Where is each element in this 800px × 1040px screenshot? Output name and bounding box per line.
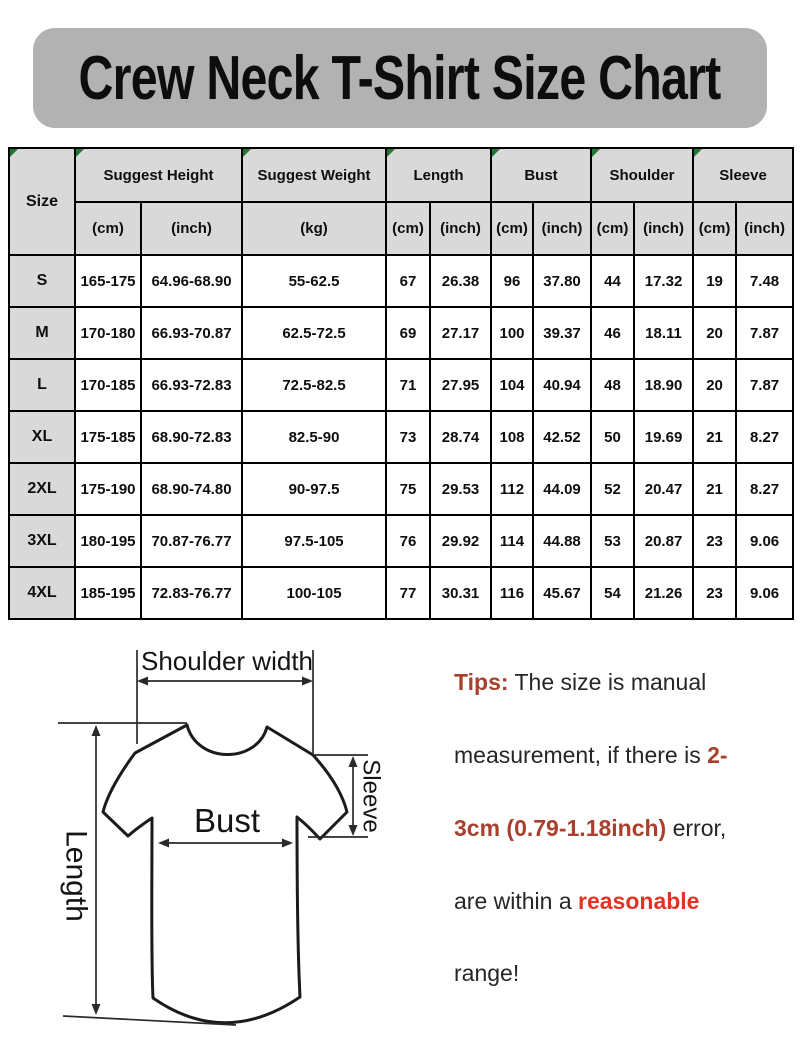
length-inch-cell: 27.95: [430, 359, 491, 411]
sleeve-cm-cell: 21: [693, 463, 736, 515]
tips-text: range!: [454, 960, 520, 986]
sleeve-inch-cell: 9.06: [736, 515, 793, 567]
tips-text: error,: [666, 815, 727, 841]
height-cm-cell: 180-195: [75, 515, 141, 567]
unit-header-sleeve-inch: (inch): [736, 202, 793, 255]
height-cm-cell: 175-185: [75, 411, 141, 463]
size-cell: 2XL: [9, 463, 75, 515]
size-cell: M: [9, 307, 75, 359]
shoulder-inch-cell: 18.11: [634, 307, 693, 359]
column-header-shoulder: [591, 148, 693, 202]
table-row: [9, 255, 793, 307]
sleeve-inch-cell: 9.06: [736, 567, 793, 619]
size-cell: L: [9, 359, 75, 411]
sleeve-inch-cell: 8.27: [736, 411, 793, 463]
length-cm-cell: 67: [386, 255, 430, 307]
tips-line: [454, 669, 706, 696]
bust-label: Bust: [193, 802, 261, 839]
shoulder-cm-cell: 46: [591, 307, 634, 359]
tips-text: are within a: [454, 888, 579, 914]
unit-header-length-cm: (cm): [386, 202, 430, 255]
length-inch-cell: 29.92: [430, 515, 491, 567]
column-header-length: [386, 148, 491, 202]
unit-header-bust-cm: (cm): [491, 202, 533, 255]
length-cm-cell: 77: [386, 567, 430, 619]
tips-line: [454, 742, 728, 769]
bust-inch-cell: 44.88: [533, 515, 591, 567]
length-inch-cell: 27.17: [430, 307, 491, 359]
sleeve-label: Sleeve: [357, 759, 385, 833]
column-header-label: Size: [25, 192, 58, 210]
bust-cm-cell: 116: [491, 567, 533, 619]
sleeve-cm-cell: 20: [693, 307, 736, 359]
shoulder-inch-cell: 19.69: [634, 411, 693, 463]
arrow-up-icon: [349, 756, 358, 767]
tips-text: The size is manual: [508, 669, 707, 695]
tips-highlight: 2-: [707, 742, 728, 768]
bust-cm-cell: 112: [491, 463, 533, 515]
weight-kg-cell: 82.5-90: [242, 411, 386, 463]
height-inch-cell: 66.93-72.83: [141, 359, 242, 411]
arrow-left-icon: [158, 839, 169, 848]
size-cell: 3XL: [9, 515, 75, 567]
shoulder-cm-cell: 53: [591, 515, 634, 567]
tips-highlight: reasonable: [578, 888, 700, 914]
weight-kg-cell: 62.5-72.5: [242, 307, 386, 359]
size-cell: 4XL: [9, 567, 75, 619]
tshirt-outline-drawing: [103, 725, 347, 1023]
shoulder-inch-cell: 18.90: [634, 359, 693, 411]
height-inch-cell: 64.96-68.90: [141, 255, 242, 307]
unit-header-weight-kg: (kg): [242, 202, 386, 255]
unit-header-sleeve-cm: (cm): [693, 202, 736, 255]
unit-header-bust-inch: (inch): [533, 202, 591, 255]
sleeve-inch-cell: 8.27: [736, 463, 793, 515]
unit-header-shoulder-cm: (cm): [591, 202, 634, 255]
unit-header-shoulder-inch: (inch): [634, 202, 693, 255]
sleeve-cm-cell: 23: [693, 515, 736, 567]
bust-cm-cell: 108: [491, 411, 533, 463]
unit-header-height-inch: (inch): [141, 202, 242, 255]
shoulder-cm-cell: 44: [591, 255, 634, 307]
arrow-right-icon: [282, 839, 293, 848]
size-cell: XL: [9, 411, 75, 463]
weight-kg-cell: 55-62.5: [242, 255, 386, 307]
table-row: [9, 359, 793, 411]
height-cm-cell: 165-175: [75, 255, 141, 307]
arrow-down-icon: [92, 1004, 101, 1015]
bust-cm-cell: 100: [491, 307, 533, 359]
bust-inch-cell: 44.09: [533, 463, 591, 515]
weight-kg-cell: 90-97.5: [242, 463, 386, 515]
shoulder-inch-cell: 20.47: [634, 463, 693, 515]
arrow-down-icon: [349, 825, 358, 836]
size-chart-table: [8, 147, 794, 620]
bust-inch-cell: 42.52: [533, 411, 591, 463]
page-title: Crew Neck T-Shirt Size Chart: [79, 43, 721, 113]
sleeve-cm-cell: 20: [693, 359, 736, 411]
size-cell: S: [9, 255, 75, 307]
cell-corner-marker-icon: [243, 149, 251, 157]
shoulder-cm-cell: 50: [591, 411, 634, 463]
shoulder-width-label: Shoulder width: [141, 648, 313, 676]
unit-header-length-inch: (inch): [430, 202, 491, 255]
column-header-label: Suggest Weight: [257, 166, 371, 184]
sleeve-cm-cell: 19: [693, 255, 736, 307]
length-cm-cell: 69: [386, 307, 430, 359]
length-cm-cell: 71: [386, 359, 430, 411]
column-header-label: Sleeve: [719, 166, 767, 184]
cell-corner-marker-icon: [76, 149, 84, 157]
tips-line: [454, 815, 726, 842]
table-row: [9, 307, 793, 359]
weight-kg-cell: 72.5-82.5: [242, 359, 386, 411]
height-inch-cell: 70.87-76.77: [141, 515, 242, 567]
bust-cm-cell: 96: [491, 255, 533, 307]
column-header-suggest-weight: [242, 148, 386, 202]
length-cm-cell: 75: [386, 463, 430, 515]
arrow-up-icon: [92, 725, 101, 736]
column-header-label: Shoulder: [609, 166, 675, 184]
height-cm-cell: 170-185: [75, 359, 141, 411]
tips-line: [454, 960, 519, 987]
column-header-label: Suggest Height: [103, 166, 214, 184]
header-row-units: [9, 202, 793, 255]
height-inch-cell: 72.83-76.77: [141, 567, 242, 619]
height-inch-cell: 68.90-74.80: [141, 463, 242, 515]
bust-inch-cell: 45.67: [533, 567, 591, 619]
tips-line: [454, 888, 699, 915]
shoulder-cm-cell: 54: [591, 567, 634, 619]
shoulder-inch-cell: 17.32: [634, 255, 693, 307]
bust-cm-cell: 114: [491, 515, 533, 567]
length-inch-cell: 28.74: [430, 411, 491, 463]
shoulder-inch-cell: 21.26: [634, 567, 693, 619]
tips-text: measurement, if there is: [454, 742, 708, 768]
cell-corner-marker-icon: [492, 149, 500, 157]
length-cm-cell: 76: [386, 515, 430, 567]
weight-kg-cell: 97.5-105: [242, 515, 386, 567]
shoulder-cm-cell: 48: [591, 359, 634, 411]
tips-panel: [452, 648, 800, 1040]
cell-corner-marker-icon: [694, 149, 702, 157]
bust-cm-cell: 104: [491, 359, 533, 411]
arrow-right-icon: [302, 677, 313, 686]
length-inch-cell: 26.38: [430, 255, 491, 307]
height-cm-cell: 170-180: [75, 307, 141, 359]
weight-kg-cell: 100-105: [242, 567, 386, 619]
table-row: [9, 463, 793, 515]
column-header-sleeve: [693, 148, 793, 202]
cell-corner-marker-icon: [10, 149, 18, 157]
table-row: [9, 411, 793, 463]
column-header-label: Bust: [524, 166, 558, 184]
length-inch-cell: 30.31: [430, 567, 491, 619]
tips-highlight: 3cm (0.79-1.18inch): [454, 815, 667, 841]
title-banner: [33, 28, 767, 128]
header-row-groups: [9, 148, 793, 202]
column-header-label: Length: [413, 166, 464, 184]
table-row: [9, 567, 793, 619]
sleeve-cm-cell: 21: [693, 411, 736, 463]
tips-label: Tips:: [454, 669, 509, 695]
unit-header-height-cm: (cm): [75, 202, 141, 255]
cell-corner-marker-icon: [592, 149, 600, 157]
bust-inch-cell: 40.94: [533, 359, 591, 411]
column-header-size: [9, 148, 75, 255]
column-header-bust: [491, 148, 591, 202]
sleeve-inch-cell: 7.48: [736, 255, 793, 307]
height-inch-cell: 68.90-72.83: [141, 411, 242, 463]
shoulder-inch-cell: 20.87: [634, 515, 693, 567]
column-header-suggest-height: [75, 148, 242, 202]
height-cm-cell: 185-195: [75, 567, 141, 619]
sleeve-inch-cell: 7.87: [736, 307, 793, 359]
length-inch-cell: 29.53: [430, 463, 491, 515]
cell-corner-marker-icon: [387, 149, 395, 157]
length-label: Length: [59, 830, 93, 922]
shoulder-cm-cell: 52: [591, 463, 634, 515]
length-cm-cell: 73: [386, 411, 430, 463]
height-cm-cell: 175-190: [75, 463, 141, 515]
bust-inch-cell: 39.37: [533, 307, 591, 359]
sleeve-inch-cell: 7.87: [736, 359, 793, 411]
table-row: [9, 515, 793, 567]
arrow-left-icon: [137, 677, 148, 686]
bust-inch-cell: 37.80: [533, 255, 591, 307]
sleeve-cm-cell: 23: [693, 567, 736, 619]
tshirt-measurement-diagram: [0, 648, 450, 1040]
height-inch-cell: 66.93-70.87: [141, 307, 242, 359]
